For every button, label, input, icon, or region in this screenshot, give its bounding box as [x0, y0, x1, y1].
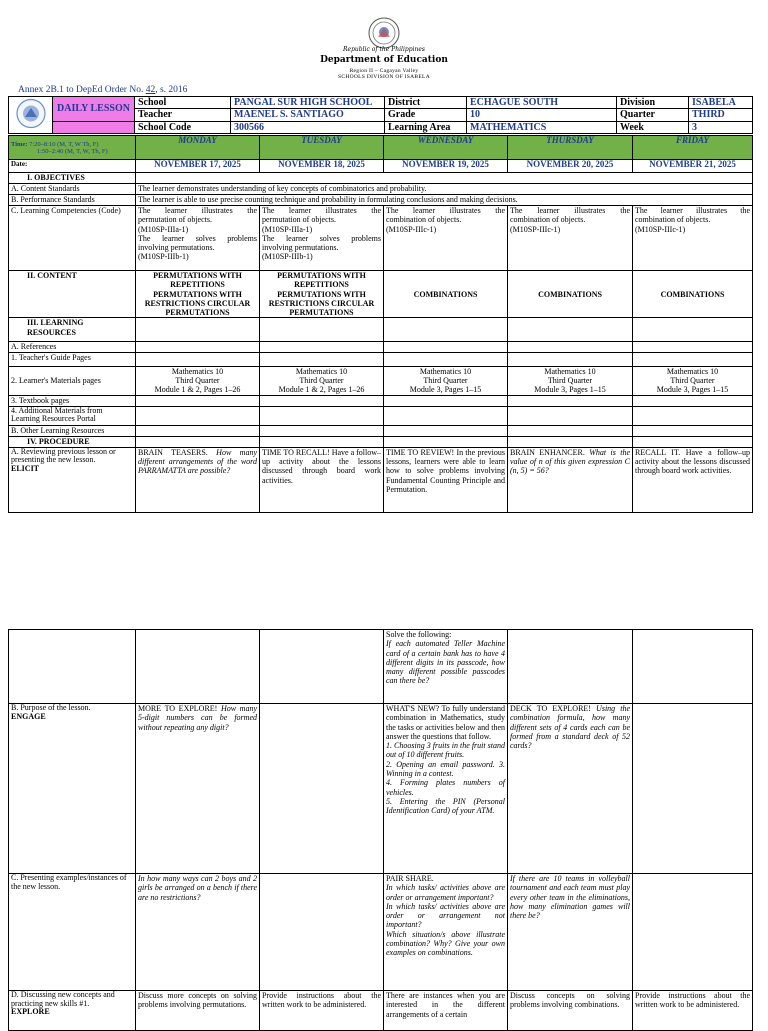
tg-blank-3 [384, 352, 508, 366]
am-blank-3 [384, 406, 508, 425]
competency-tuesday: The learner illustrates the permutation of objects. (M10SP-IIIa-1) The learner solves problems involving permutations. (M10SP-IIIb-1) [260, 206, 384, 271]
division-value: ISABELA [689, 97, 753, 109]
lesson-plan-table [8, 135, 753, 513]
date-monday: NOVEMBER 17, 2025 [136, 160, 260, 173]
content-wednesday: COMBINATIONS [384, 271, 508, 318]
engage-monday: MORE TO EXPLORE! How many 5-digit numbers can be formed without repeating any digit? [136, 704, 260, 874]
competency-monday: The learner illustrates the permutation of objects. (M10SP-IIIa-1) The learner solves problems involving permutations. (M10SP-IIIb-1) [136, 206, 260, 271]
engage-friday [633, 704, 753, 874]
competency-wednesday: The learner illustrates the combination of objects. (M10SP-IIIc-1) [384, 206, 508, 271]
procedure-heading: IV. PROCEDURE [9, 436, 136, 447]
tg-blank-5 [633, 352, 753, 366]
or-blank-1 [136, 425, 260, 436]
tb-blank-3 [384, 395, 508, 406]
other-resources-label: B. Other Learning Resources [9, 425, 136, 436]
engage-wednesday: WHAT'S NEW? To fully understand combination in Mathematics, study the tasks or activities below and then answer the questions that follow. 1. Choosing 3 fruits in the fruit stand out of 10 different fruits. 2. Opening an email password. 3. Winning in a contest. 4. Forming plates numbers of vehicles. 5. Entering the PIN (Personal Identification Card) of your ATM. [384, 704, 508, 874]
date-label: Date: [9, 160, 136, 173]
date-wednesday: NOVEMBER 19, 2025 [384, 160, 508, 173]
week-label: Week [617, 121, 689, 133]
purpose-label: B. Purpose of the lesson. ENGAGE [9, 704, 136, 874]
code-value: 300566 [231, 121, 385, 133]
date-friday: NOVEMBER 21, 2025 [633, 160, 753, 173]
resources-blank-5 [633, 318, 753, 342]
lm-tuesday: Mathematics 10 Third Quarter Module 1 & 2, Pages 1–26 [260, 366, 384, 395]
district-label: District [385, 97, 467, 109]
grade-label: Grade [385, 109, 467, 121]
competency-thursday: The learner illustrates the combination of objects. (M10SP-IIIc-1) [508, 206, 633, 271]
content-friday: COMBINATIONS [633, 271, 753, 318]
division-label: Division [617, 97, 689, 109]
content-heading: II. CONTENT [9, 271, 136, 318]
lm-monday: Mathematics 10 Third Quarter Module 1 & 2, Pages 1–26 [136, 366, 260, 395]
republic-line: Republic of the Philippines [343, 46, 425, 53]
or-blank-5 [633, 425, 753, 436]
am-blank-4 [508, 406, 633, 425]
explore-tuesday: Provide instructions about the written work to be administered. [260, 991, 384, 1031]
day-wednesday: WEDNESDAY [384, 136, 508, 160]
day-tuesday: TUESDAY [260, 136, 384, 160]
or-blank-2 [260, 425, 384, 436]
proc-blank-3 [384, 436, 508, 447]
school-logo-icon [12, 97, 50, 130]
example-wednesday: PAIR SHARE. In which tasks/ activities above are order or arrangement important? In which tasks/ activities above are order or arrangement not important? Which situation/s above illustrate combination? Why? Give your own examples on combinations. [384, 874, 508, 991]
learners-materials-label: 2. Learner's Materials pages [9, 366, 136, 395]
day-friday: FRIDAY [633, 136, 753, 160]
cont-blank-thu [508, 630, 633, 704]
content-standards-label: A. Content Standards [9, 184, 136, 195]
explore-friday: Provide instructions about the written work to be administered. [633, 991, 753, 1031]
school-value: PANGAL SUR HIGH SCHOOL [231, 97, 385, 109]
area-label: Learning Area [385, 121, 467, 133]
tb-blank-1 [136, 395, 260, 406]
content-standards-text: The learner demonstrates understanding of key concepts of combinatorics and probability. [136, 184, 753, 195]
ref-blank-5 [633, 342, 753, 352]
quarter-label: Quarter [617, 109, 689, 121]
ref-blank-3 [384, 342, 508, 352]
area-value: MATHEMATICS [467, 121, 617, 133]
teacher-label: Teacher [135, 109, 231, 121]
tb-blank-5 [633, 395, 753, 406]
lm-thursday: Mathematics 10 Third Quarter Module 3, Pages 1–15 [508, 366, 633, 395]
engage-tuesday [260, 704, 384, 874]
resources-blank-2 [260, 318, 384, 342]
school-label: School [135, 97, 231, 109]
competency-friday: The learner illustrates the combination of objects. (M10SP-IIIc-1) [633, 206, 753, 271]
division-line: SCHOOLS DIVISION OF ISABELA [338, 74, 430, 80]
date-thursday: NOVEMBER 20, 2025 [508, 160, 633, 173]
performance-standards-label: B. Performance Standards [9, 195, 136, 206]
elicit-wednesday: TIME TO REVIEW! In the previous lessons, learners were able to learn how to solve problems involving Fundamental Counting Principle and Permutation. [384, 447, 508, 512]
grade-value: 10 [467, 109, 617, 121]
teachers-guide-label: 1. Teacher's Guide Pages [9, 352, 136, 366]
reviewing-label: A. Reviewing previous lesson or presenting the new lesson. ELICIT [9, 447, 136, 512]
tg-blank-2 [260, 352, 384, 366]
deped-seal-icon [368, 17, 400, 49]
tg-blank-4 [508, 352, 633, 366]
tg-blank-1 [136, 352, 260, 366]
cont-blank-mon [136, 630, 260, 704]
proc-blank-5 [633, 436, 753, 447]
tb-blank-2 [260, 395, 384, 406]
additional-materials-label: 4. Additional Materials from Learning Resources Portal [9, 406, 136, 425]
example-monday: In how many ways can 2 boys and 2 girls be arranged on a bench if there are no restrictions? [136, 874, 260, 991]
example-friday [633, 874, 753, 991]
cont-blank-tue [260, 630, 384, 704]
explore-thursday: Discuss concepts on solving problems involving combinations. [508, 991, 633, 1031]
or-blank-3 [384, 425, 508, 436]
objectives-blank [136, 173, 753, 184]
day-monday: MONDAY [136, 136, 260, 160]
presenting-examples-label: C. Presenting examples/instances of the new lesson. [9, 874, 136, 991]
teacher-value: MAENEL S. SANTIAGO [231, 109, 385, 121]
lesson-plan-table-continued [8, 629, 753, 1031]
elicit-friday: RECALL IT. Have a follow–up activity about the lessons discussed through board work activities. [633, 447, 753, 512]
lm-wednesday: Mathematics 10 Third Quarter Module 3, Pages 1–15 [384, 366, 508, 395]
ref-blank-4 [508, 342, 633, 352]
engage-thursday: DECK TO EXPLORE! Using the combination formula, how many different sets of 4 cards each can be formed from a standard deck of 52 cards? [508, 704, 633, 874]
example-tuesday [260, 874, 384, 991]
elicit-tuesday: TIME TO RECALL! Have a follow–up activity about the lessons discussed through board work activities. [260, 447, 384, 512]
objectives-heading: I. OBJECTIVES [9, 173, 136, 184]
time-cell: Time: 7:20–8:10 (M, T, W Th, F) 1:50–2:40 (M, T, W, Th, F) [9, 136, 136, 160]
daily-lesson-fill [53, 121, 135, 133]
references-label: A. References [9, 342, 136, 352]
proc-blank-1 [136, 436, 260, 447]
resources-heading: III. LEARNING RESOURCES [9, 318, 136, 342]
resources-blank-3 [384, 318, 508, 342]
cont-blank-label [9, 630, 136, 704]
content-tuesday: PERMUTATIONS WITH REPETITIONS PERMUTATIONS WITH RESTRICTIONS CIRCULAR PERMUTATIONS [260, 271, 384, 318]
cont-blank-fri [633, 630, 753, 704]
performance-standards-text: The learner is able to use precise counting technique and probability in formulating conclusions and making decisions. [136, 195, 753, 206]
am-blank-1 [136, 406, 260, 425]
daily-lesson-title: DAILY LESSON [53, 97, 135, 122]
region-line: Region II – Cagayan Valley [349, 68, 419, 74]
resources-blank-1 [136, 318, 260, 342]
content-thursday: COMBINATIONS [508, 271, 633, 318]
am-blank-5 [633, 406, 753, 425]
day-thursday: THURSDAY [508, 136, 633, 160]
or-blank-4 [508, 425, 633, 436]
textbook-label: 3. Textbook pages [9, 395, 136, 406]
school-logo-cell [9, 97, 53, 134]
lm-friday: Mathematics 10 Third Quarter Module 3, Pages 1–15 [633, 366, 753, 395]
am-blank-2 [260, 406, 384, 425]
example-thursday: If there are 10 teams in volleyball tournament and each team must play every other team in the eliminations, how many elimination games will there be? [508, 874, 633, 991]
proc-blank-2 [260, 436, 384, 447]
annex-line: Annex 2B.1 to DepEd Order No. 42, s. 2016 [18, 85, 188, 95]
district-value: ECHAGUE SOUTH [467, 97, 617, 109]
elicit-thursday: BRAIN ENHANCER. What is the value of n of this given expression C (n, 5) = 56? [508, 447, 633, 512]
discussing-label: D. Discussing new concepts and practicing new skills #1. EXPLORE [9, 991, 136, 1031]
competencies-label: C. Learning Competencies (Code) [9, 206, 136, 271]
quarter-value: THIRD [689, 109, 753, 121]
ref-blank-2 [260, 342, 384, 352]
date-tuesday: NOVEMBER 18, 2025 [260, 160, 384, 173]
info-table [8, 96, 753, 134]
resources-blank-4 [508, 318, 633, 342]
week-value: 3 [689, 121, 753, 133]
proc-blank-4 [508, 436, 633, 447]
tb-blank-4 [508, 395, 633, 406]
elicit-wednesday-continued: Solve the following: If each automated Teller Machine card of a certain bank has to have 4 different digits in its passcode, how many different possible passcodes can there be? [384, 630, 508, 704]
explore-wednesday: There are instances when you are interested in the different arrangements of a certain [384, 991, 508, 1031]
code-label: School Code [135, 121, 231, 133]
elicit-monday: BRAIN TEASERS. How many different arrangements of the word PARRAMATTA are possible? [136, 447, 260, 512]
ref-blank-1 [136, 342, 260, 352]
content-monday: PERMUTATIONS WITH REPETITIONS PERMUTATIONS WITH RESTRICTIONS CIRCULAR PERMUTATIONS [136, 271, 260, 318]
department-line: Department of Education [320, 55, 448, 65]
explore-monday: Discuss more concepts on solving problems involving permutations. [136, 991, 260, 1031]
